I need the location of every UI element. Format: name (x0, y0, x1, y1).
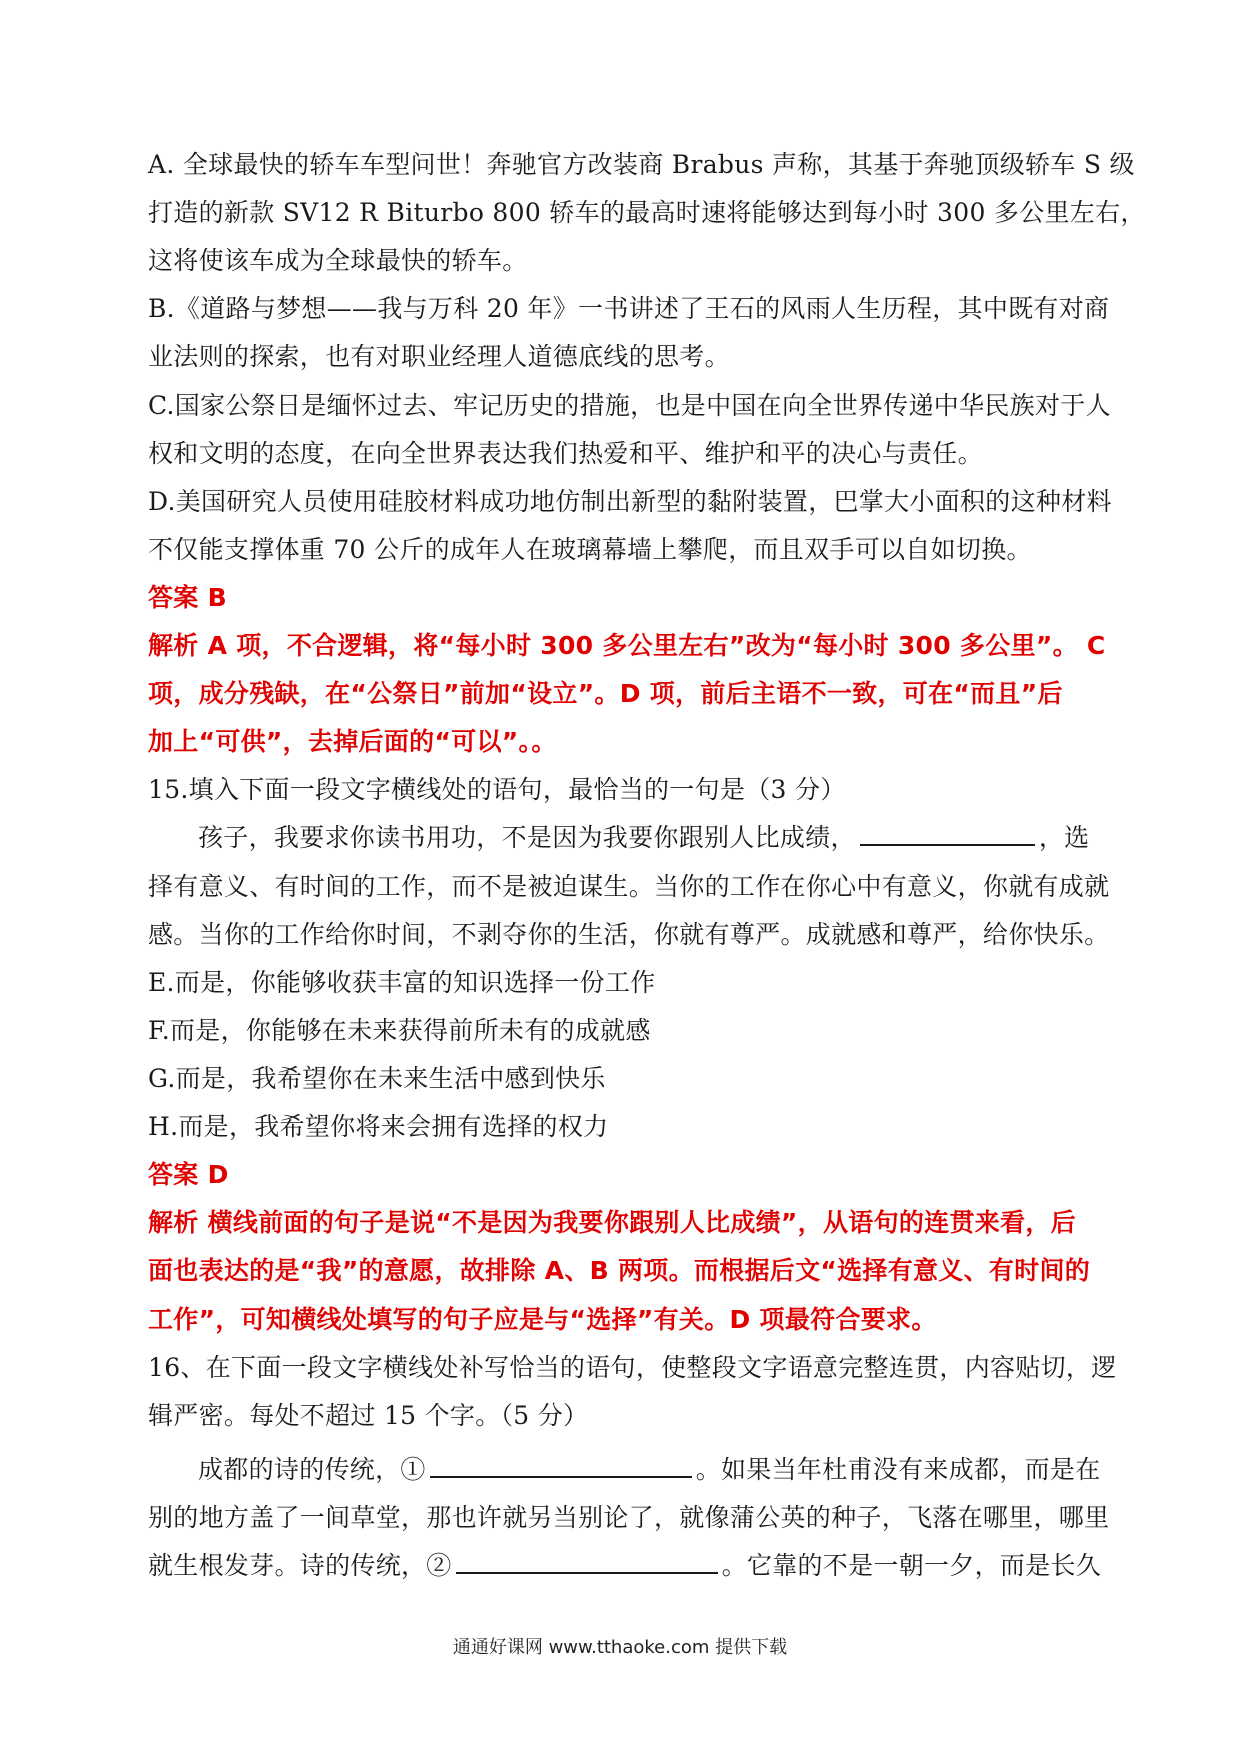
q15-analysis-line-1: 解析 横线前面的句子是说“不是因为我要你跟别人比成绩”，从语句的连贯来看，后 (148, 1208, 1076, 1237)
q15-analysis-line-3: 工作”，可知横线处填写的句子应是与“选择”有关。D 项最符合要求。 (148, 1305, 937, 1334)
q15-analysis-line-2: 面也表达的是“我”的意愿，故排除 A、B 两项。而根据后文“选择有意义、有时间的 (148, 1256, 1091, 1285)
q15-title: 15.填入下面一段文字横线处的语句，最恰当的一句是（3 分） (148, 775, 846, 804)
q16-blank-2 (456, 1550, 718, 1574)
option-d-line-2: 不仅能支撑体重 70 公斤的成年人在玻璃幕墙上攀爬，而且双手可以自如切换。 (148, 535, 1032, 564)
q16-blank-1 (430, 1454, 692, 1478)
option-d-line-1: D.美国研究人员使用硅胶材料成功地仿制出新型的黏附装置，巴掌大小面积的这种材料 (148, 487, 1112, 516)
option-a-line-3: 这将使该车成为全球最快的轿车。 (148, 246, 528, 275)
option-a-line-1: A. 全球最快的轿车车型问世！奔驰官方改装商 Brabus 声称，其基于奔驰顶级轿车 S 级 (148, 150, 1135, 179)
option-b-line-2: 业法则的探索，也有对职业经理人道德底线的思考。 (148, 342, 730, 371)
q15-passage-line-2: 择有意义、有时间的工作，而不是被迫谋生。当你的工作在你心中有意义，你就有成就 (148, 872, 1110, 901)
page-footer: 通通好课网 www.tthaoke.com 提供下载 (452, 1637, 788, 1658)
q16-passage-text-before: 成都的诗的传统，① (198, 1455, 426, 1484)
q16-passage-line-2: 别的地方盖了一间草堂，那也许就另当别论了，就像蒲公英的种子，飞落在哪里，哪里 (148, 1503, 1110, 1532)
q15-answer-blank (860, 822, 1035, 846)
q16-passage-text-after: 。如果当年杜甫没有来成都，而是在 (695, 1455, 1101, 1484)
option-c-line-1: C.国家公祭日是缅怀过去、牢记历史的措施，也是中国在向全世界传递中华民族对于人 (148, 391, 1111, 420)
option-a-line-2: 打造的新款 SV12 R Biturbo 800 轿车的最高时速将能够达到每小时 300 多公里左右， (148, 198, 1146, 227)
q14-answer: 答案 B (148, 583, 227, 612)
q15-passage-text-after: ，选 (1038, 823, 1090, 852)
q15-answer: 答案 D (148, 1160, 229, 1189)
q16-title-line-2: 辑严密。每处不超过 15 个字。（5 分） (148, 1401, 589, 1430)
q16-passage-text-before-2: 就生根发芽。诗的传统，② (148, 1551, 452, 1580)
q15-option-h: H.而是，我希望你将来会拥有选择的权力 (148, 1112, 609, 1141)
q15-passage-line-1 (198, 820, 1098, 856)
q15-option-e: E.而是，你能够收获丰富的知识选择一份工作 (148, 968, 656, 997)
option-c-line-2: 权和文明的态度，在向全世界表达我们热爱和平、维护和平的决心与责任。 (148, 439, 983, 468)
q14-analysis-line-3: 加上“可供”，去掉后面的“可以”。。 (148, 727, 557, 756)
q14-analysis-line-1: 解析 A 项，不合逻辑，将“每小时 300 多公里左右”改为“每小时 300 多公里”。 C (148, 631, 1106, 660)
q15-option-g: G.而是，我希望你在未来生活中感到快乐 (148, 1064, 606, 1093)
q16-passage-text-after-2: 。它靠的不是一朝一夕，而是长久 (721, 1551, 1102, 1580)
q16-title-line-1: 16、在下面一段文字横线处补写恰当的语句，使整段文字语意完整连贯，内容贴切，逻 (148, 1353, 1117, 1382)
q16-passage-line-1 (198, 1452, 1101, 1488)
q15-passage-line-3: 感。当你的工作给你时间，不剥夺你的生活，你就有尊严。成就感和尊严，给你快乐。 (148, 920, 1110, 949)
q15-passage-text-before: 孩子，我要求你读书用功，不是因为我要你跟别人比成绩， (198, 823, 856, 852)
q16-passage-line-3 (148, 1548, 1102, 1584)
q15-option-f: F.而是，你能够在未来获得前所未有的成就感 (148, 1016, 651, 1045)
option-b-line-1: B.《道路与梦想——我与万科 20 年》一书讲述了王石的风雨人生历程，其中既有对商 (148, 294, 1110, 323)
q14-analysis-line-2: 项，成分残缺，在“公祭日”前加“设立”。D 项，前后主语不一致，可在“而且”后 (148, 679, 1063, 708)
